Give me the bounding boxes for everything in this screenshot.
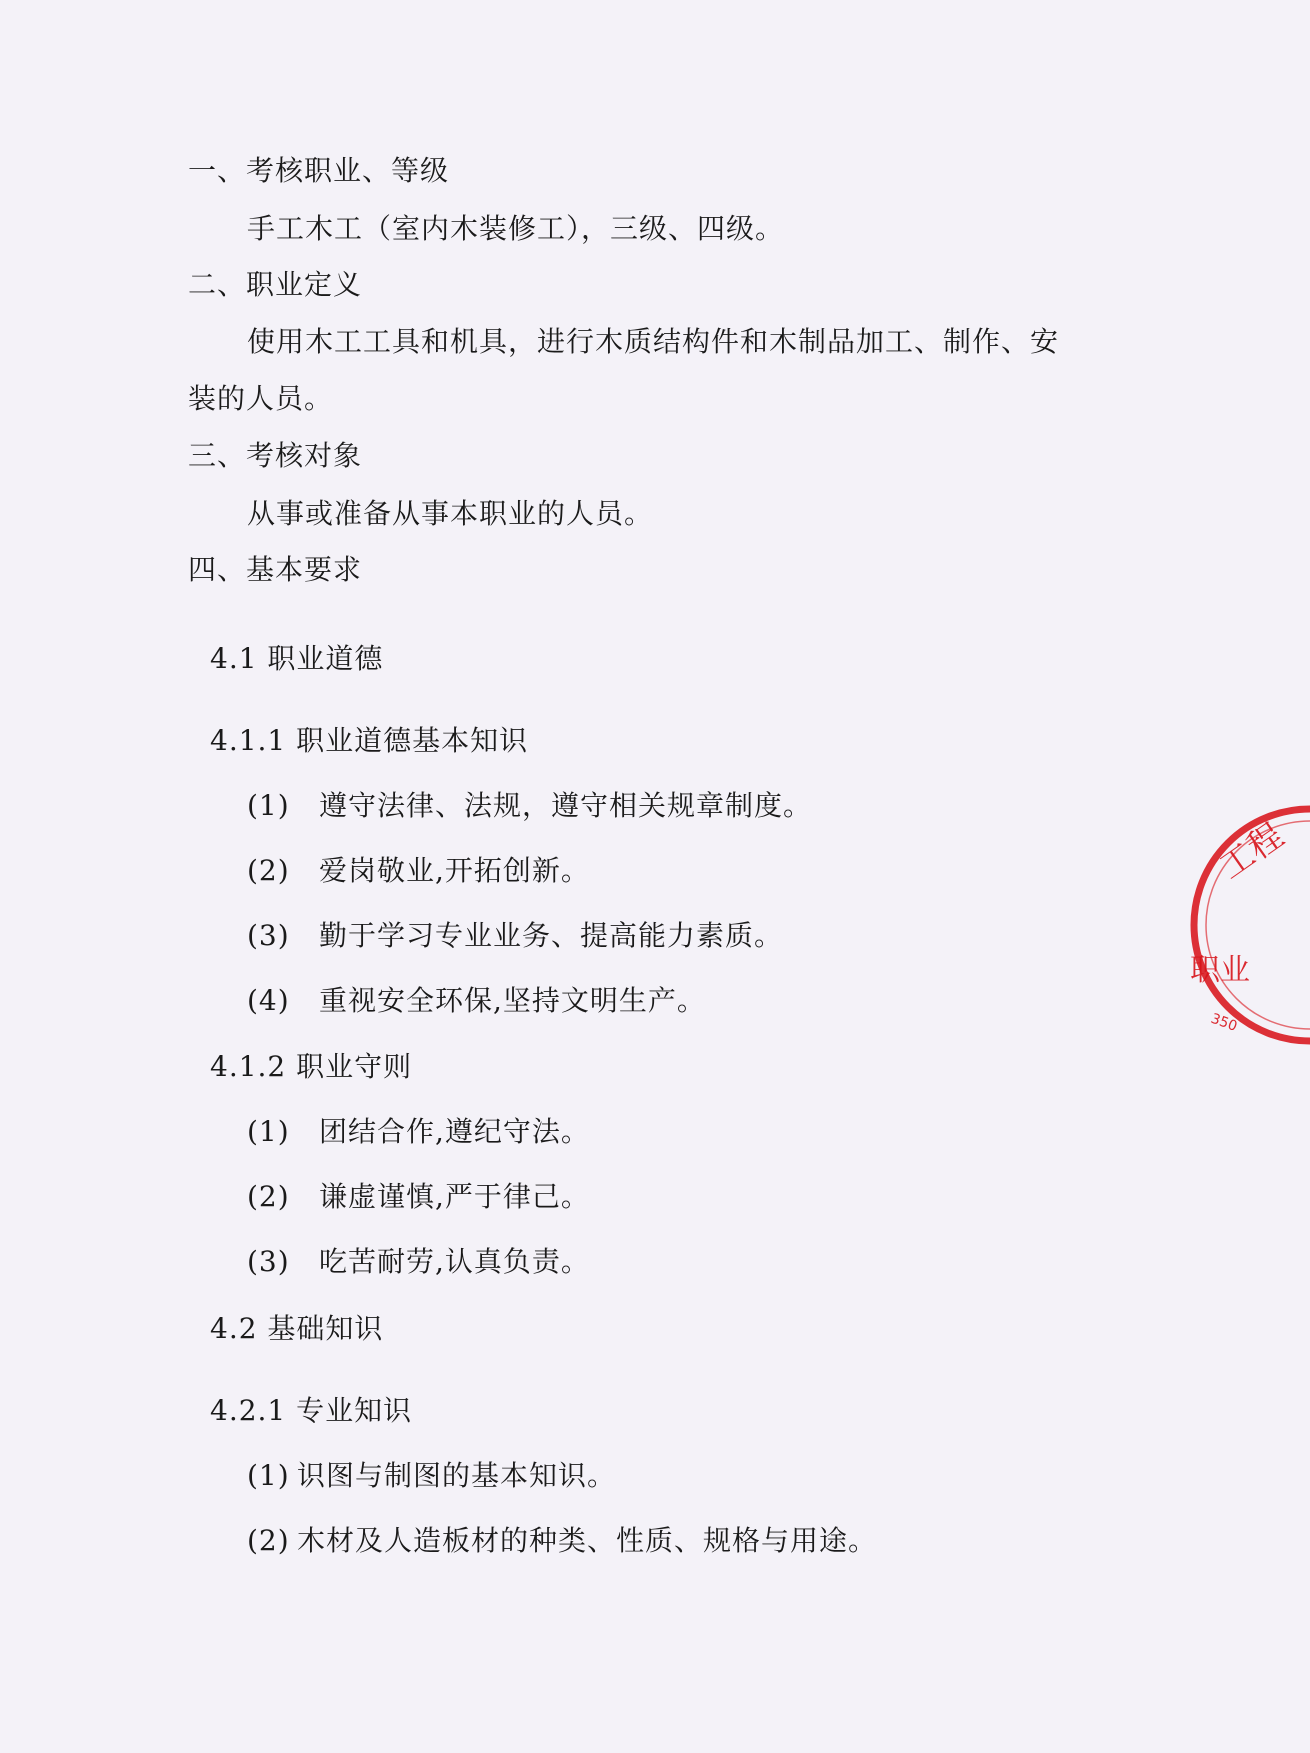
section-3-body: 从事或准备从事本职业的人员。 xyxy=(247,497,654,530)
list-item-number: (3) xyxy=(247,919,290,952)
list-item xyxy=(247,788,812,824)
seal-number: 350 xyxy=(1208,1010,1240,1035)
subsection-4-1-1-heading: 4.1.1 职业道德基本知识 xyxy=(210,724,529,757)
list-item-text: 谦虚谨慎,严于律己。 xyxy=(319,1180,590,1213)
list-item-text: 吃苦耐劳,认真负责。 xyxy=(319,1245,590,1278)
official-seal xyxy=(1180,800,1310,1050)
list-item-text: 勤于学习专业业务、提高能力素质。 xyxy=(319,919,784,952)
list-item-text: 木材及人造板材的种类、性质、规格与用途。 xyxy=(297,1524,878,1557)
list-item xyxy=(247,1179,590,1215)
section-2-heading: 二、职业定义 xyxy=(188,268,363,301)
list-item-text: 爱岗敬业,开拓创新。 xyxy=(319,854,590,887)
section-1-body: 手工木工（室内木装修工），三级、四级。 xyxy=(247,212,785,245)
subsection-4-1-2-heading: 4.1.2 职业守则 xyxy=(210,1050,413,1083)
section-1-heading: 一、考核职业、等级 xyxy=(188,154,450,187)
list-item xyxy=(247,1523,877,1559)
list-item-number: (1) xyxy=(247,1459,290,1492)
list-item-text: 遵守法律、法规，遵守相关规章制度。 xyxy=(319,789,813,822)
list-item xyxy=(247,983,706,1019)
list-item-text: 识图与制图的基本知识。 xyxy=(297,1459,617,1492)
list-item-text: 团结合作,遵纪守法。 xyxy=(319,1115,590,1148)
seal-text-top: 工程 xyxy=(1212,815,1291,888)
seal-text-bottom: 职业 xyxy=(1190,953,1250,988)
list-item-number: (1) xyxy=(247,789,290,822)
list-item xyxy=(247,853,590,889)
section-4-heading: 四、基本要求 xyxy=(188,553,363,586)
list-item xyxy=(247,1114,590,1150)
section-2-body-line-1: 使用木工工具和机具，进行木质结构件和木制品加工、制作、安 xyxy=(247,325,1060,358)
list-item xyxy=(247,1458,616,1494)
list-item-number: (2) xyxy=(247,1180,290,1213)
list-item-number: (1) xyxy=(247,1115,290,1148)
list-item-text: 重视安全环保,坚持文明生产。 xyxy=(319,984,706,1017)
list-item xyxy=(247,918,783,954)
subsection-4-2-1-heading: 4.2.1 专业知识 xyxy=(210,1394,413,1427)
list-item-number: (4) xyxy=(247,984,290,1017)
subsection-4-2-heading: 4.2 基础知识 xyxy=(210,1312,384,1345)
list-item xyxy=(247,1244,590,1280)
list-item-number: (2) xyxy=(247,854,290,887)
section-2-body-line-2: 装的人员。 xyxy=(188,382,334,415)
list-item-number: (2) xyxy=(247,1524,290,1557)
subsection-4-1-heading: 4.1 职业道德 xyxy=(210,642,384,675)
section-3-heading: 三、考核对象 xyxy=(188,439,363,472)
list-item-number: (3) xyxy=(247,1245,290,1278)
